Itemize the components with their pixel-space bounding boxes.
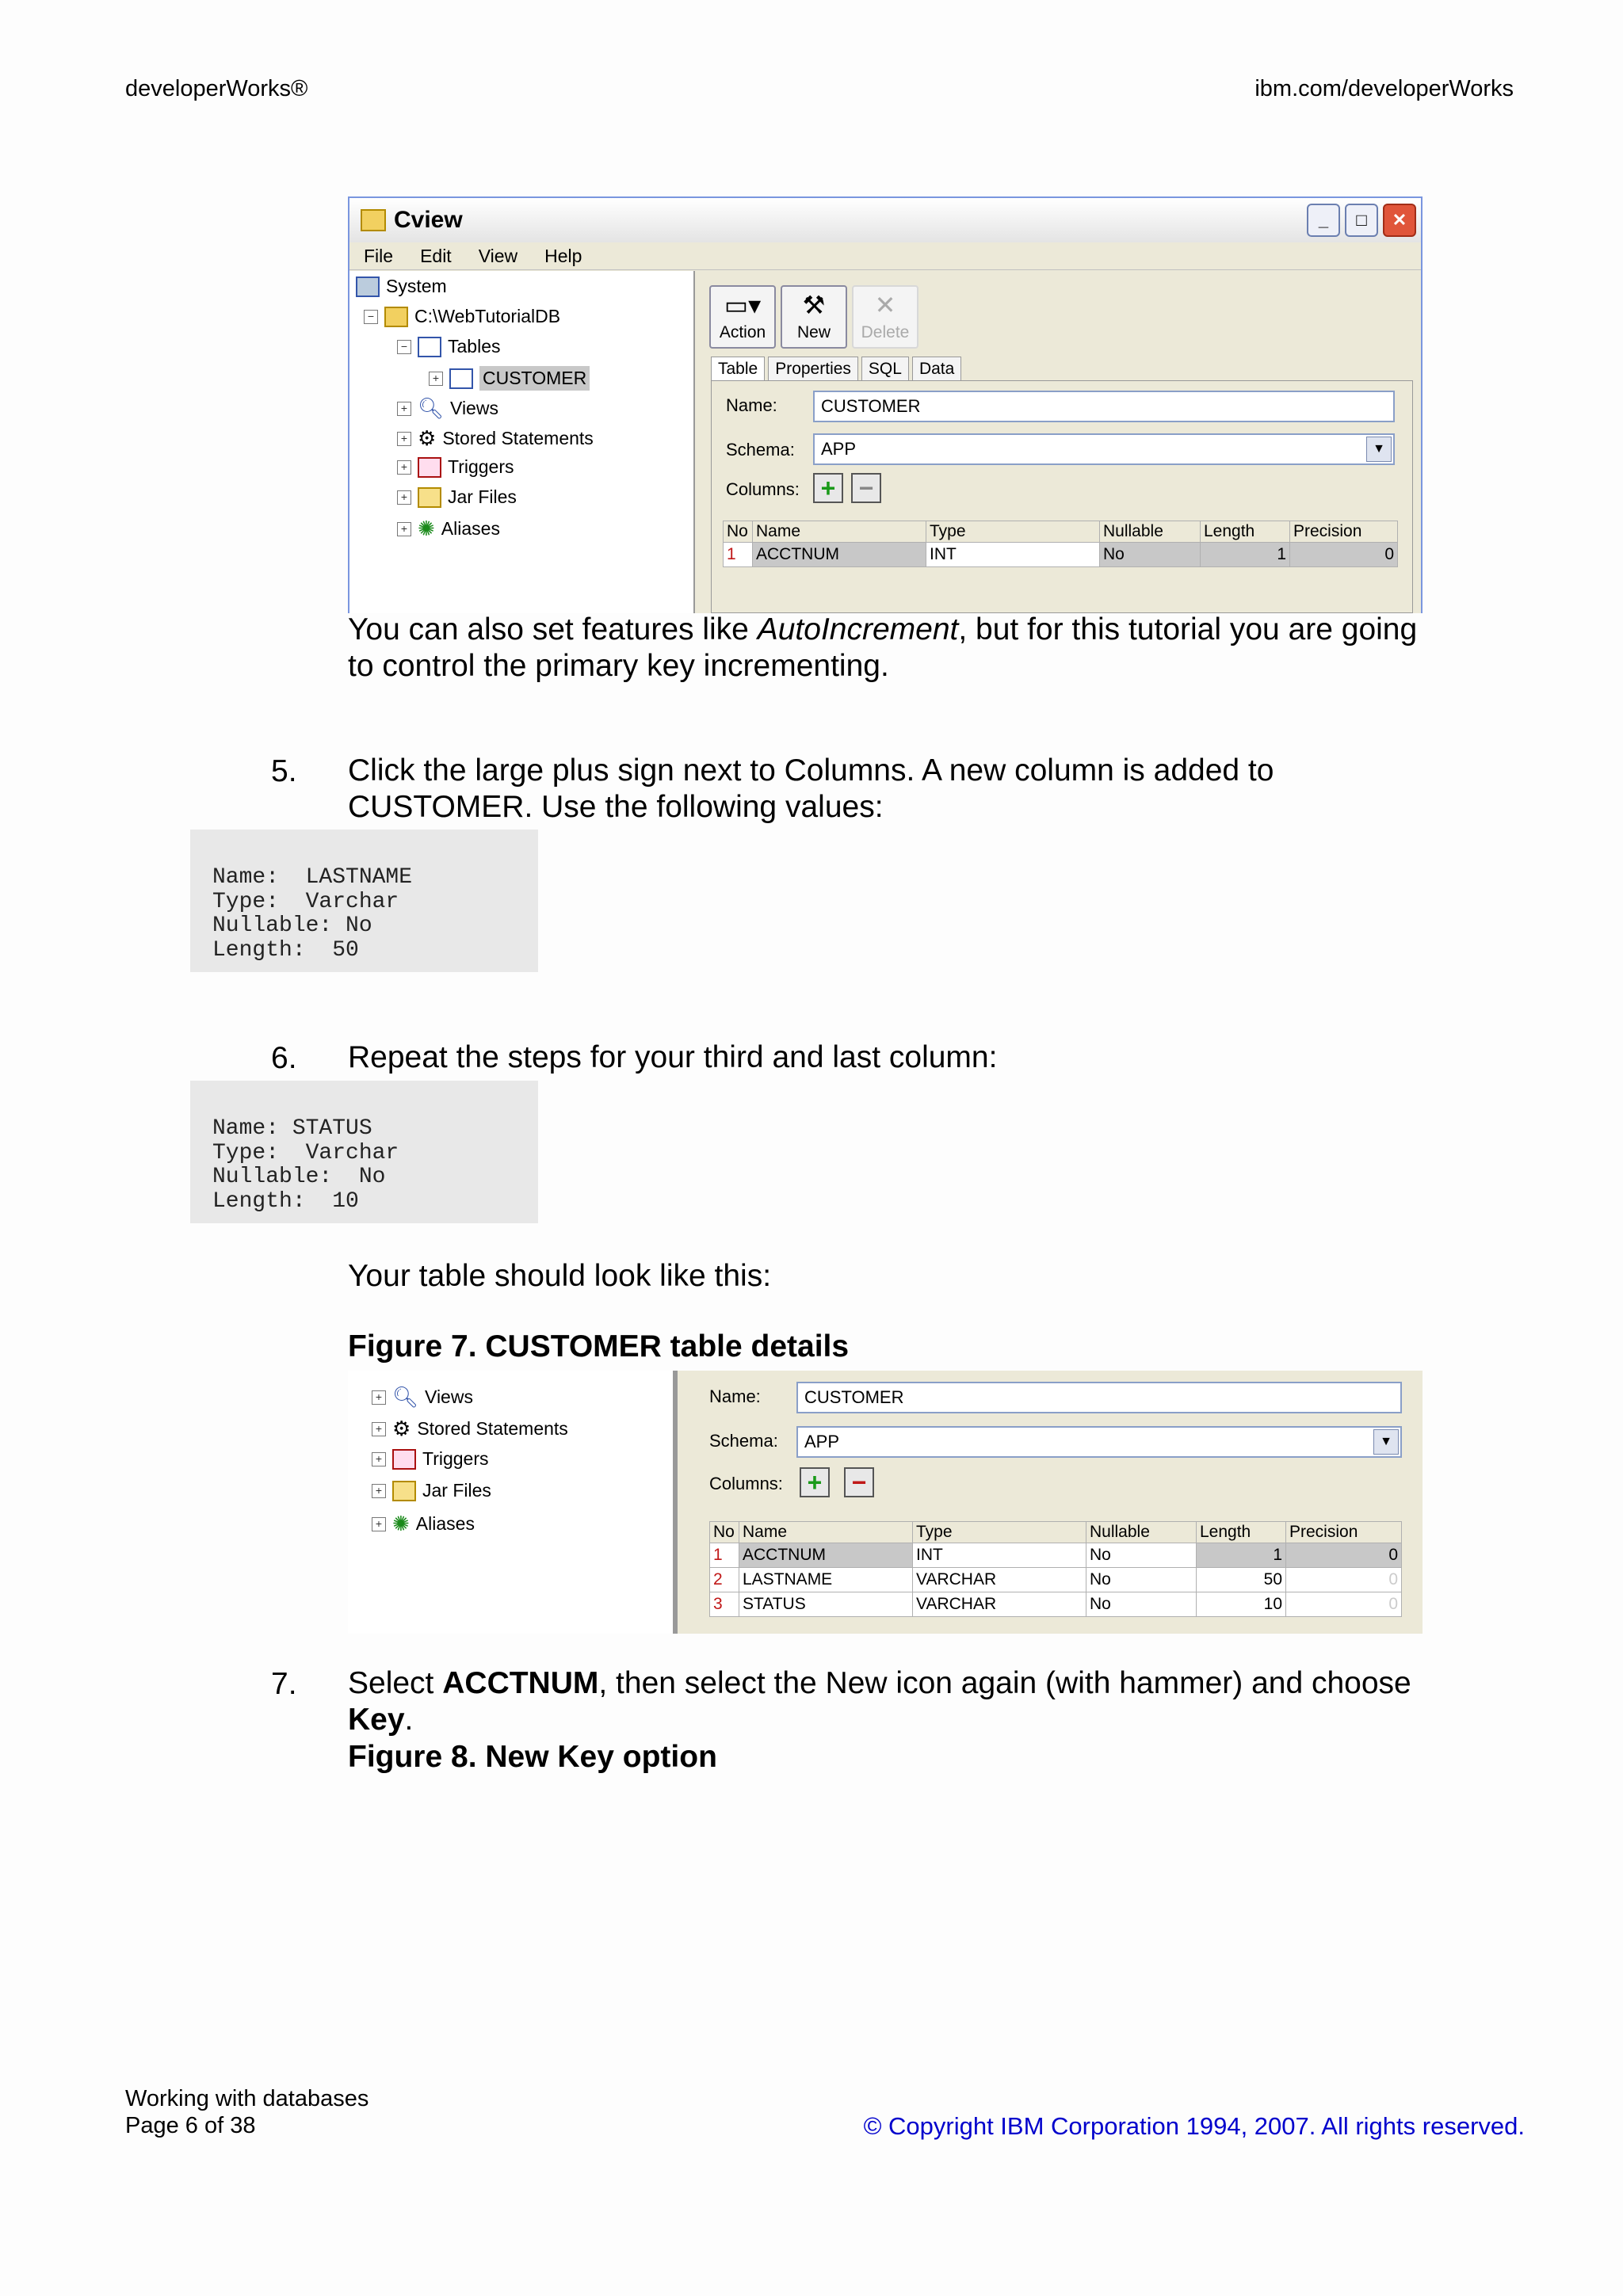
action-icon: ▭▾: [724, 291, 762, 319]
stored-statements-icon: ⚙: [418, 426, 437, 450]
tree-item-triggers[interactable]: [372, 1448, 489, 1470]
code-block-lastname: Name: LASTNAME Type: Varchar Nullable: No Length: 50: [190, 830, 538, 972]
window-titlebar: [349, 198, 1421, 242]
step-number: 7.: [271, 1667, 297, 1701]
copyright-link[interactable]: © Copyright IBM Corporation 1994, 2007. All rights reserved.: [863, 2112, 1525, 2140]
cell-no: 3: [710, 1592, 739, 1617]
tree-item-tables[interactable]: [397, 336, 500, 357]
step-6-text: Repeat the steps for your third and last column:: [348, 1040, 998, 1074]
figure-8-caption: Figure 8. New Key option: [348, 1740, 717, 1774]
expand-icon[interactable]: +: [372, 1517, 386, 1531]
tree-item-jar-files[interactable]: [372, 1480, 491, 1501]
delete-button[interactable]: [852, 285, 918, 349]
collapse-icon[interactable]: −: [364, 310, 378, 324]
button-label: New: [796, 323, 831, 341]
col-header-name[interactable]: Name: [753, 521, 926, 543]
expand-icon[interactable]: +: [397, 522, 411, 536]
cell-nullable[interactable]: No: [1086, 1592, 1197, 1617]
text: , then select the New icon again (with hammer) and choose: [598, 1666, 1411, 1700]
new-button[interactable]: [781, 285, 847, 349]
col-header-name[interactable]: Name: [739, 1522, 913, 1543]
tree-item-database[interactable]: [364, 306, 560, 327]
tree-label: Stored Statements: [442, 428, 594, 448]
button-label: Delete: [861, 323, 910, 341]
grid-header-row: [724, 521, 1398, 543]
chevron-down-icon[interactable]: ▼: [1373, 1429, 1399, 1455]
menu-bar: [349, 242, 1421, 270]
cell-precision[interactable]: 0: [1286, 1543, 1402, 1568]
step-number: 5.: [271, 754, 297, 788]
expand-icon[interactable]: +: [372, 1452, 386, 1466]
cview-app-icon: [361, 209, 386, 231]
cell-name[interactable]: LASTNAME: [739, 1568, 913, 1592]
col-header-type[interactable]: Type: [926, 521, 1100, 543]
name-label: Name:: [709, 1386, 761, 1406]
header-url: ibm.com/developerWorks: [1254, 76, 1514, 101]
menu-help[interactable]: Help: [544, 245, 582, 266]
schema-select[interactable]: [796, 1426, 1402, 1458]
cell-length[interactable]: 10: [1197, 1592, 1286, 1617]
jar-icon: [392, 1481, 416, 1501]
expand-icon[interactable]: +: [397, 490, 411, 505]
cell-type[interactable]: VARCHAR: [913, 1568, 1086, 1592]
col-header-nullable[interactable]: Nullable: [1100, 521, 1201, 543]
table-row[interactable]: [710, 1543, 1402, 1568]
paragraph-table-look: Your table should look like this:: [348, 1259, 772, 1293]
field-value: APP: [804, 1432, 840, 1451]
grid-header-row: [710, 1522, 1402, 1543]
menu-edit[interactable]: Edit: [420, 245, 452, 266]
tree-label: Tables: [448, 336, 501, 357]
step-5-text: Click the large plus sign next to Columns. A new column is added to CUSTOMER. Use the following values:: [348, 753, 1274, 824]
delete-icon: ✕: [874, 291, 896, 319]
jar-icon: [418, 487, 441, 508]
chevron-down-icon[interactable]: ▼: [1366, 437, 1392, 462]
table-row[interactable]: [710, 1592, 1402, 1617]
add-column-button[interactable]: +: [813, 473, 843, 503]
cell-type[interactable]: VARCHAR: [913, 1592, 1086, 1617]
cell-type[interactable]: INT: [913, 1543, 1086, 1568]
table-row[interactable]: [710, 1568, 1402, 1592]
cell-nullable[interactable]: No: [1086, 1543, 1197, 1568]
tree-label: Views: [450, 398, 498, 418]
col-header-no[interactable]: No: [710, 1522, 739, 1543]
cell-name[interactable]: STATUS: [739, 1592, 913, 1617]
paragraph-autoincrement: [348, 612, 1442, 685]
tree-item-aliases[interactable]: [397, 517, 500, 541]
aliases-icon: ✺: [418, 517, 435, 540]
tree-label: Aliases: [441, 518, 500, 539]
cell-length[interactable]: 1: [1197, 1543, 1286, 1568]
tree-item-customer[interactable]: [429, 366, 590, 391]
name-field[interactable]: [813, 391, 1395, 422]
expand-icon[interactable]: +: [372, 1390, 386, 1405]
code-block-status: Name: STATUS Type: Varchar Nullable: No Length: 10: [190, 1081, 538, 1223]
tree-item-views[interactable]: [372, 1385, 473, 1409]
menu-file[interactable]: File: [364, 245, 394, 266]
name-field[interactable]: [796, 1382, 1402, 1413]
tree-label: Aliases: [415, 1513, 475, 1534]
field-value: APP: [821, 439, 857, 459]
expand-icon[interactable]: +: [429, 372, 443, 386]
text: .: [404, 1703, 414, 1737]
columns-grid: [723, 521, 1398, 567]
triggers-icon: [418, 457, 441, 478]
col-header-no[interactable]: No: [724, 521, 753, 543]
expand-icon[interactable]: +: [397, 402, 411, 416]
close-icon[interactable]: ✕: [1383, 204, 1416, 237]
expand-icon[interactable]: +: [397, 460, 411, 475]
tab-data[interactable]: Data: [912, 357, 961, 382]
tab-table[interactable]: Table: [711, 357, 765, 382]
tree-item-aliases[interactable]: [372, 1512, 475, 1536]
cell-length[interactable]: 50: [1197, 1568, 1286, 1592]
tree-label: C:\WebTutorialDB: [414, 306, 561, 326]
window-title: Cview: [394, 207, 463, 233]
tree-label: Jar Files: [448, 486, 517, 507]
field-value: CUSTOMER: [804, 1387, 904, 1407]
cell-no: 2: [710, 1568, 739, 1592]
customer-table-details-screenshot: [348, 1371, 1423, 1634]
tree-item-views[interactable]: [397, 396, 498, 421]
step-number: 6.: [271, 1041, 297, 1075]
object-tree: [349, 271, 695, 613]
add-column-button[interactable]: +: [800, 1467, 830, 1497]
cell-no: 1: [724, 543, 753, 567]
cell-name[interactable]: ACCTNUM: [753, 543, 926, 567]
maximize-icon[interactable]: □: [1345, 204, 1378, 237]
hammer-icon: ⚒: [802, 291, 826, 319]
text: , but for this tutorial you are going to control the primary key incrementing.: [348, 612, 1418, 683]
expand-icon[interactable]: +: [397, 432, 411, 446]
cell-length[interactable]: 1: [1201, 543, 1290, 567]
col-header-precision[interactable]: Precision: [1286, 1522, 1402, 1543]
text: You can also set features like: [348, 612, 758, 646]
table-editor-pane: [703, 277, 1421, 613]
action-button[interactable]: [709, 285, 776, 349]
computer-icon: [356, 277, 380, 297]
cell-precision[interactable]: 0: [1286, 1568, 1402, 1592]
object-tree: [348, 1371, 678, 1634]
step-7-text: [348, 1665, 1442, 1738]
tree-item-system[interactable]: [356, 276, 447, 297]
triggers-icon: [392, 1449, 416, 1470]
remove-column-button[interactable]: −: [851, 473, 881, 503]
text: Select: [348, 1666, 443, 1700]
tree-label: System: [386, 276, 447, 296]
tree-label: Triggers: [448, 456, 514, 477]
name-label: Name:: [726, 395, 777, 415]
cell-precision[interactable]: 0: [1290, 543, 1398, 567]
columns-label: Columns:: [726, 479, 800, 499]
footer-page-number: Page 6 of 38: [125, 2113, 256, 2138]
editor-tabs: [711, 357, 961, 382]
tree-label: Jar Files: [422, 1480, 491, 1501]
menu-view[interactable]: View: [478, 245, 518, 266]
tree-label: CUSTOMER: [479, 366, 590, 391]
remove-column-button[interactable]: −: [844, 1467, 874, 1497]
tab-properties[interactable]: Properties: [768, 357, 858, 382]
tree-label: Triggers: [422, 1448, 489, 1469]
cell-precision[interactable]: 0: [1286, 1592, 1402, 1617]
magnifier-icon: 🔍︎: [418, 396, 445, 420]
schema-select[interactable]: [813, 433, 1395, 465]
bold-text: ACCTNUM: [442, 1666, 599, 1700]
schema-label: Schema:: [726, 440, 795, 460]
tab-sql[interactable]: SQL: [861, 357, 909, 382]
header-brand: developerWorks®: [125, 76, 308, 101]
minimize-icon[interactable]: _: [1307, 204, 1340, 237]
tree-label: Stored Statements: [417, 1418, 568, 1439]
database-icon: [384, 307, 408, 327]
table-row[interactable]: [724, 543, 1398, 567]
cell-nullable[interactable]: No: [1100, 543, 1201, 567]
collapse-icon[interactable]: −: [397, 340, 411, 354]
columns-label: Columns:: [709, 1474, 783, 1493]
bold-text: Key: [348, 1703, 405, 1737]
col-header-length[interactable]: Length: [1197, 1522, 1286, 1543]
cell-name[interactable]: ACCTNUM: [739, 1543, 913, 1568]
footer-title: Working with databases: [125, 2086, 369, 2111]
field-value: CUSTOMER: [821, 396, 921, 416]
cell-no: 1: [710, 1543, 739, 1568]
table-icon: [418, 337, 441, 357]
expand-icon[interactable]: +: [372, 1422, 386, 1436]
stored-statements-icon: ⚙: [392, 1417, 411, 1440]
table-icon: [449, 368, 473, 389]
figure-7-caption: Figure 7. CUSTOMER table details: [348, 1329, 850, 1363]
cell-type[interactable]: INT: [926, 543, 1100, 567]
tree-item-triggers[interactable]: [397, 456, 514, 478]
col-header-type[interactable]: Type: [913, 1522, 1086, 1543]
tree-label: Views: [425, 1386, 473, 1407]
tree-item-stored-statements[interactable]: [372, 1417, 568, 1441]
col-header-nullable[interactable]: Nullable: [1086, 1522, 1197, 1543]
cell-nullable[interactable]: No: [1086, 1568, 1197, 1592]
button-label: Action: [719, 323, 766, 341]
tree-item-jar-files[interactable]: [397, 486, 517, 508]
schema-label: Schema:: [709, 1431, 778, 1451]
col-header-precision[interactable]: Precision: [1290, 521, 1398, 543]
table-panel: [711, 380, 1413, 613]
aliases-icon: ✺: [392, 1512, 410, 1535]
cview-window-screenshot: [348, 196, 1423, 613]
magnifier-icon: 🔍︎: [392, 1385, 419, 1409]
tree-item-stored-statements[interactable]: [397, 426, 594, 451]
emphasis: AutoIncrement: [757, 612, 959, 646]
expand-icon[interactable]: +: [372, 1484, 386, 1498]
columns-grid: [709, 1521, 1402, 1617]
col-header-length[interactable]: Length: [1201, 521, 1290, 543]
